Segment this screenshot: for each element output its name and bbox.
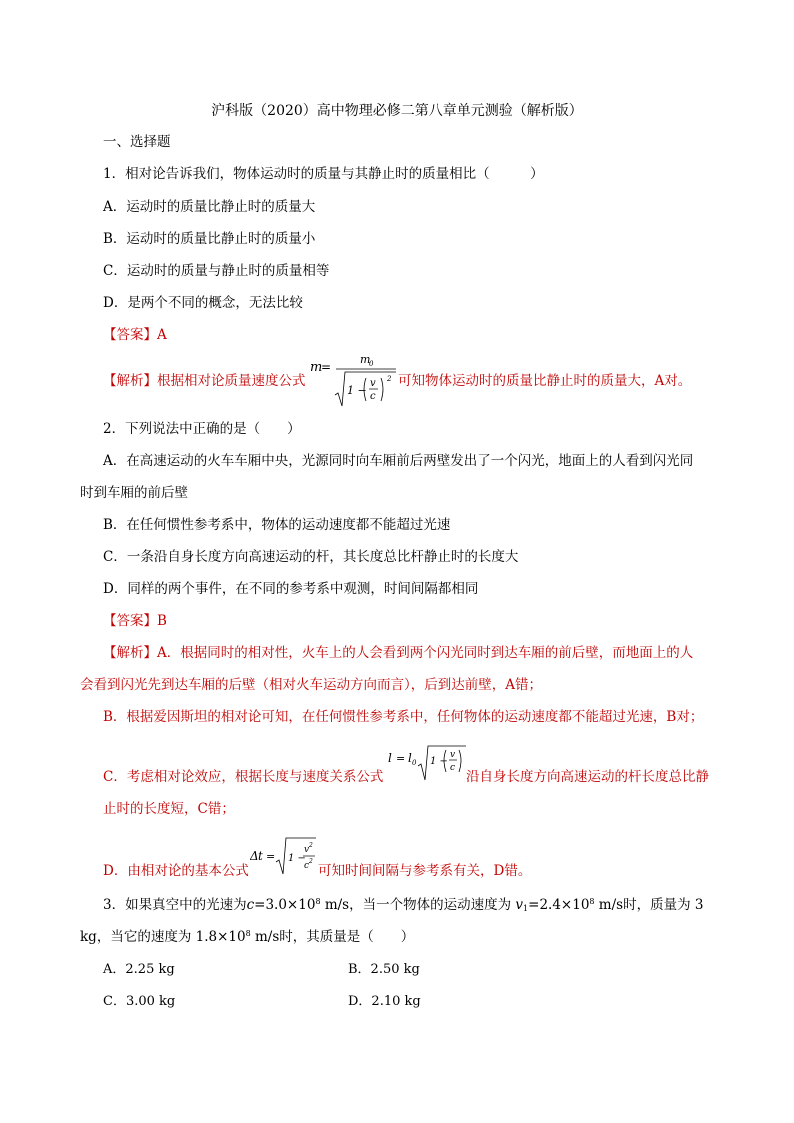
q2-analysis-b: B．根据爱因斯坦的相对论可知，在任何惯性参考系中，任何物体的运动速度都不能超过光速，B对；	[103, 709, 704, 725]
svg-text:1 −: 1 −	[347, 384, 367, 397]
svg-text:=: =	[321, 360, 332, 374]
q3-option-a: A．2.25 kg	[103, 962, 175, 977]
q1-answer-value: A	[157, 327, 167, 343]
svg-text:2: 2	[387, 375, 392, 383]
svg-text:0: 0	[369, 360, 374, 368]
q3-option-c: C．3.00 kg	[103, 994, 176, 1009]
svg-text:Δ: Δ	[250, 849, 259, 863]
q2-analysis-c-before: C．考虑相对论效应，根据长度与速度关系公式	[103, 769, 384, 785]
svg-text:2: 2	[309, 842, 313, 849]
q3-v-symbol: v	[515, 897, 524, 913]
q2-analysis-d-after: 可知时间间隔与参考系有关，D错。	[318, 863, 532, 879]
q3-exponent: 8	[315, 897, 321, 906]
q1-answer	[103, 326, 167, 344]
svg-text:m: m	[310, 360, 323, 375]
svg-text:2: 2	[309, 858, 313, 865]
q2-analysis-a-text: A．根据同时的相对性，火车上的人会看到两个闪光同时到达车厢的前后壁，而地面上的人	[157, 645, 694, 661]
q2-analysis-tag: 【解析】	[103, 645, 157, 661]
svg-text:l: l	[388, 751, 392, 765]
q2-option-c: C．一条沿自身长度方向高速运动的杆，其长度总比杆静止时的长度大	[103, 549, 519, 565]
svg-text:1 −: 1 −	[430, 756, 448, 767]
q3-option-b: B．2.50 kg	[348, 962, 420, 977]
q1-analysis-tag: 【解析】	[103, 373, 157, 389]
q3-text: m/s时，其质量是（ ）	[250, 929, 415, 945]
q2-analysis-d-before: D．由相对论的基本公式	[103, 863, 249, 879]
q2-answer-value: B	[157, 613, 167, 629]
svg-text:c: c	[370, 391, 376, 402]
svg-text:=: =	[396, 752, 406, 765]
svg-text:l: l	[408, 751, 412, 765]
q3-c-symbol: c	[246, 897, 255, 913]
svg-text:0: 0	[412, 759, 417, 767]
q2-analysis-a-line1	[103, 644, 693, 662]
length-formula	[388, 740, 468, 782]
q1-answer-tag: 【答案】	[103, 327, 157, 343]
svg-text:c: c	[450, 763, 456, 773]
svg-text:=: =	[266, 850, 276, 863]
q3-v-value: =2.4×10	[528, 897, 590, 913]
q1-analysis	[103, 372, 306, 390]
q1-stem: 1．相对论告诉我们，物体运动时的质量与其静止时的质量相比（ ）	[103, 166, 544, 182]
svg-text:v: v	[370, 378, 376, 389]
q1-analysis-after: 可知物体运动时的质量比静止时的质量大，A对。	[398, 373, 692, 389]
q3-text: m/s时，质量为 3	[594, 897, 704, 913]
q3-option-d: D．2.10 kg	[348, 994, 421, 1009]
q3-exponent: 8	[245, 929, 251, 938]
svg-text:1 −: 1 −	[288, 853, 306, 864]
q3-text: m/s，当一个物体的运动速度为	[320, 897, 516, 913]
svg-text:m: m	[360, 353, 371, 366]
q3-v-subscript: 1	[523, 904, 529, 913]
page-title: 沪科版（2020）高中物理必修二第八章单元测验（解析版）	[211, 103, 583, 119]
q3-c-value: =3.0×10	[254, 897, 316, 913]
q3-stem-line2	[80, 928, 414, 946]
svg-text:v: v	[450, 750, 456, 760]
q1-option-a: A．运动时的质量比静止时的质量大	[103, 199, 316, 215]
q2-answer	[103, 612, 167, 630]
q3-text: kg，当它的速度为 1.8×10	[80, 929, 246, 945]
q2-option-a-line1: A．在高速运动的火车车厢中央，光源同时向车厢前后两壁发出了一个闪光，地面上的人看到闪光同	[103, 453, 694, 469]
q1-option-d: D．是两个不同的概念，无法比较	[103, 295, 303, 311]
mass-formula	[310, 352, 398, 408]
svg-text:t: t	[258, 849, 263, 863]
time-formula	[250, 832, 318, 876]
q2-analysis-a-line2: 会看到闪光先到达车厢的后壁（相对火车运动方向而言），后到达前壁，A错；	[80, 677, 542, 693]
svg-text:v: v	[304, 845, 310, 855]
q2-answer-tag: 【答案】	[103, 613, 157, 629]
svg-text:c: c	[304, 861, 310, 871]
q3-text: 3．如果真空中的光速为	[103, 897, 247, 913]
q3-exponent: 8	[589, 897, 595, 906]
q2-stem: 2．下列说法中正确的是（ ）	[103, 421, 301, 437]
section-heading: 一、选择题	[103, 134, 171, 150]
q2-option-d: D．同样的两个事件，在不同的参考系中观测，时间间隔都相同	[103, 581, 479, 597]
q1-option-b: B．运动时的质量比静止时的质量小	[103, 231, 316, 247]
q2-analysis-c-after: 沿自身长度方向高速运动的杆长度总比静	[466, 769, 709, 785]
q1-analysis-before: 根据相对论质量速度公式	[157, 373, 306, 389]
q2-option-a-line2: 时到车厢的前后壁	[80, 485, 188, 501]
q1-option-c: C．运动时的质量与静止时的质量相等	[103, 263, 330, 279]
q2-analysis-c-line2: 止时的长度短，C错；	[103, 801, 235, 817]
q3-stem-line1	[103, 896, 703, 914]
q2-option-b: B．在任何惯性参考系中，物体的运动速度都不能超过光速	[103, 517, 451, 533]
